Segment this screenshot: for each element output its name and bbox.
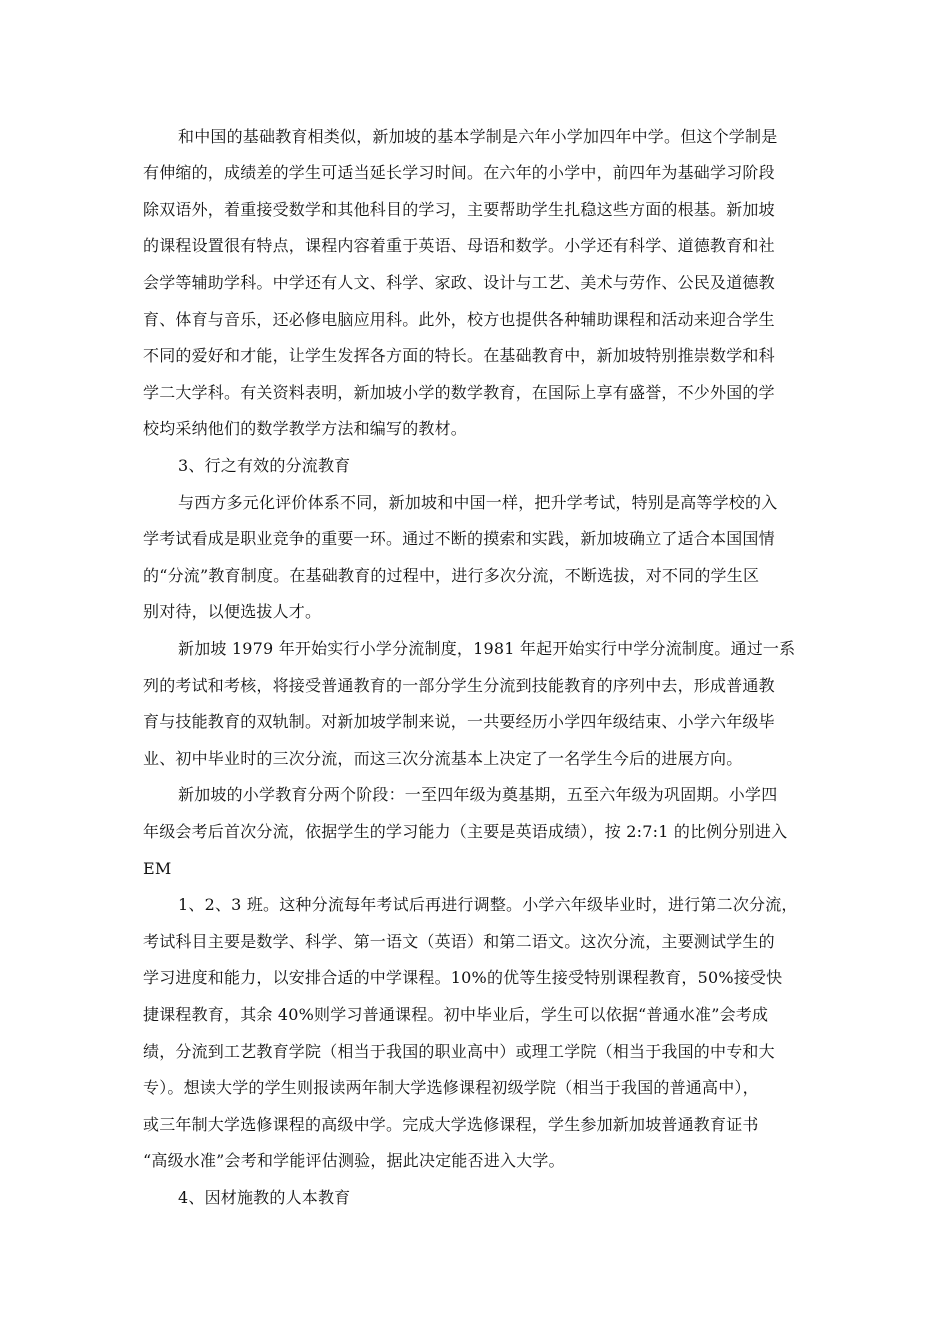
paragraph-line: 别对待，以便选拔人才。 — [143, 602, 322, 621]
paragraph-line: 绩，分流到工艺教育学院（相当于我国的职业高中）或理工学院（相当于我国的中专和大 — [143, 1042, 775, 1061]
paragraph-line: 年级会考后首次分流，依据学生的学习能力（主要是英语成绩），按 2:7:1 的比例分别进入 — [143, 822, 788, 841]
paragraph-line: 业、初中毕业时的三次分流，而这三次分流基本上决定了一名学生今后的进展方向。 — [143, 749, 743, 768]
paragraph-line: 和中国的基础教育相类似，新加坡的基本学制是六年小学加四年中学。但这个学制是 — [178, 127, 778, 146]
paragraph-line: 不同的爱好和才能，让学生发挥各方面的特长。在基础教育中，新加坡特别推崇数学和科 — [143, 346, 775, 365]
section-heading: 3、行之有效的分流教育 — [178, 456, 351, 475]
paragraph-line: 学二大学科。有关资料表明，新加坡小学的数学教育，在国际上享有盛誉，不少外国的学 — [143, 383, 775, 402]
paragraph-line: 新加坡的小学教育分两个阶段：一至四年级为奠基期，五至六年级为巩固期。小学四 — [178, 785, 778, 804]
paragraph-line: 育与技能教育的双轨制。对新加坡学制来说，一共要经历小学四年级结束、小学六年级毕 — [143, 712, 775, 731]
paragraph-line: “高级水准”会考和学能评估测验，据此决定能否进入大学。 — [143, 1151, 565, 1170]
paragraph-line: 的课程设置很有特点，课程内容着重于英语、母语和数学。小学还有科学、道德教育和社 — [143, 236, 775, 255]
paragraph-line: 专）。想读大学的学生则报读两年制大学选修课程初级学院（相当于我国的普通高中）， — [143, 1078, 759, 1097]
paragraph-line: 会学等辅助学科。中学还有人文、科学、家政、设计与工艺、美术与劳作、公民及道德教 — [143, 273, 775, 292]
paragraph-line: 校均采纳他们的数学教学方法和编写的教材。 — [143, 419, 468, 438]
paragraph-line: EM — [143, 859, 172, 878]
paragraph-line: 除双语外，着重接受数学和其他科目的学习，主要帮助学生扎稳这些方面的根基。新加坡 — [143, 200, 775, 219]
paragraph-line: 有伸缩的，成绩差的学生可适当延长学习时间。在六年的小学中，前四年为基础学习阶段 — [143, 163, 775, 182]
paragraph-line: 育、体育与音乐，还必修电脑应用科。此外，校方也提供各种辅助课程和活动来迎合学生 — [143, 310, 775, 329]
paragraph-line: 学考试看成是职业竞争的重要一环。通过不断的摸索和实践，新加坡确立了适合本国国情 — [143, 529, 775, 548]
paragraph-line: 或三年制大学选修课程的高级中学。完成大学选修课程，学生参加新加坡普通教育证书 — [143, 1115, 759, 1134]
section-heading: 4、因材施教的人本教育 — [178, 1188, 351, 1207]
paragraph-line: 的“分流”教育制度。在基础教育的过程中，进行多次分流，不断选拔，对不同的学生区 — [143, 566, 760, 585]
paragraph-line: 1、2、3 班。这种分流每年考试后再进行调整。小学六年级毕业时，进行第二次分流， — [178, 895, 798, 914]
paragraph-line: 考试科目主要是数学、科学、第一语文（英语）和第二语文。这次分流，主要测试学生的 — [143, 932, 775, 951]
paragraph-line: 新加坡 1979 年开始实行小学分流制度，1981 年起开始实行中学分流制度。通过一系 — [178, 639, 796, 658]
paragraph-line: 捷课程教育，其余 40%则学习普通课程。初中毕业后，学生可以依据“普通水准”会考成 — [143, 1005, 769, 1024]
paragraph-line: 列的考试和考核，将接受普通教育的一部分学生分流到技能教育的序列中去，形成普通教 — [143, 676, 775, 695]
paragraph-line: 与西方多元化评价体系不同，新加坡和中国一样，把升学考试，特别是高等学校的入 — [178, 493, 778, 512]
paragraph-line: 学习进度和能力，以安排合适的中学课程。10%的优等生接受特别课程教育，50%接受快 — [143, 968, 783, 987]
